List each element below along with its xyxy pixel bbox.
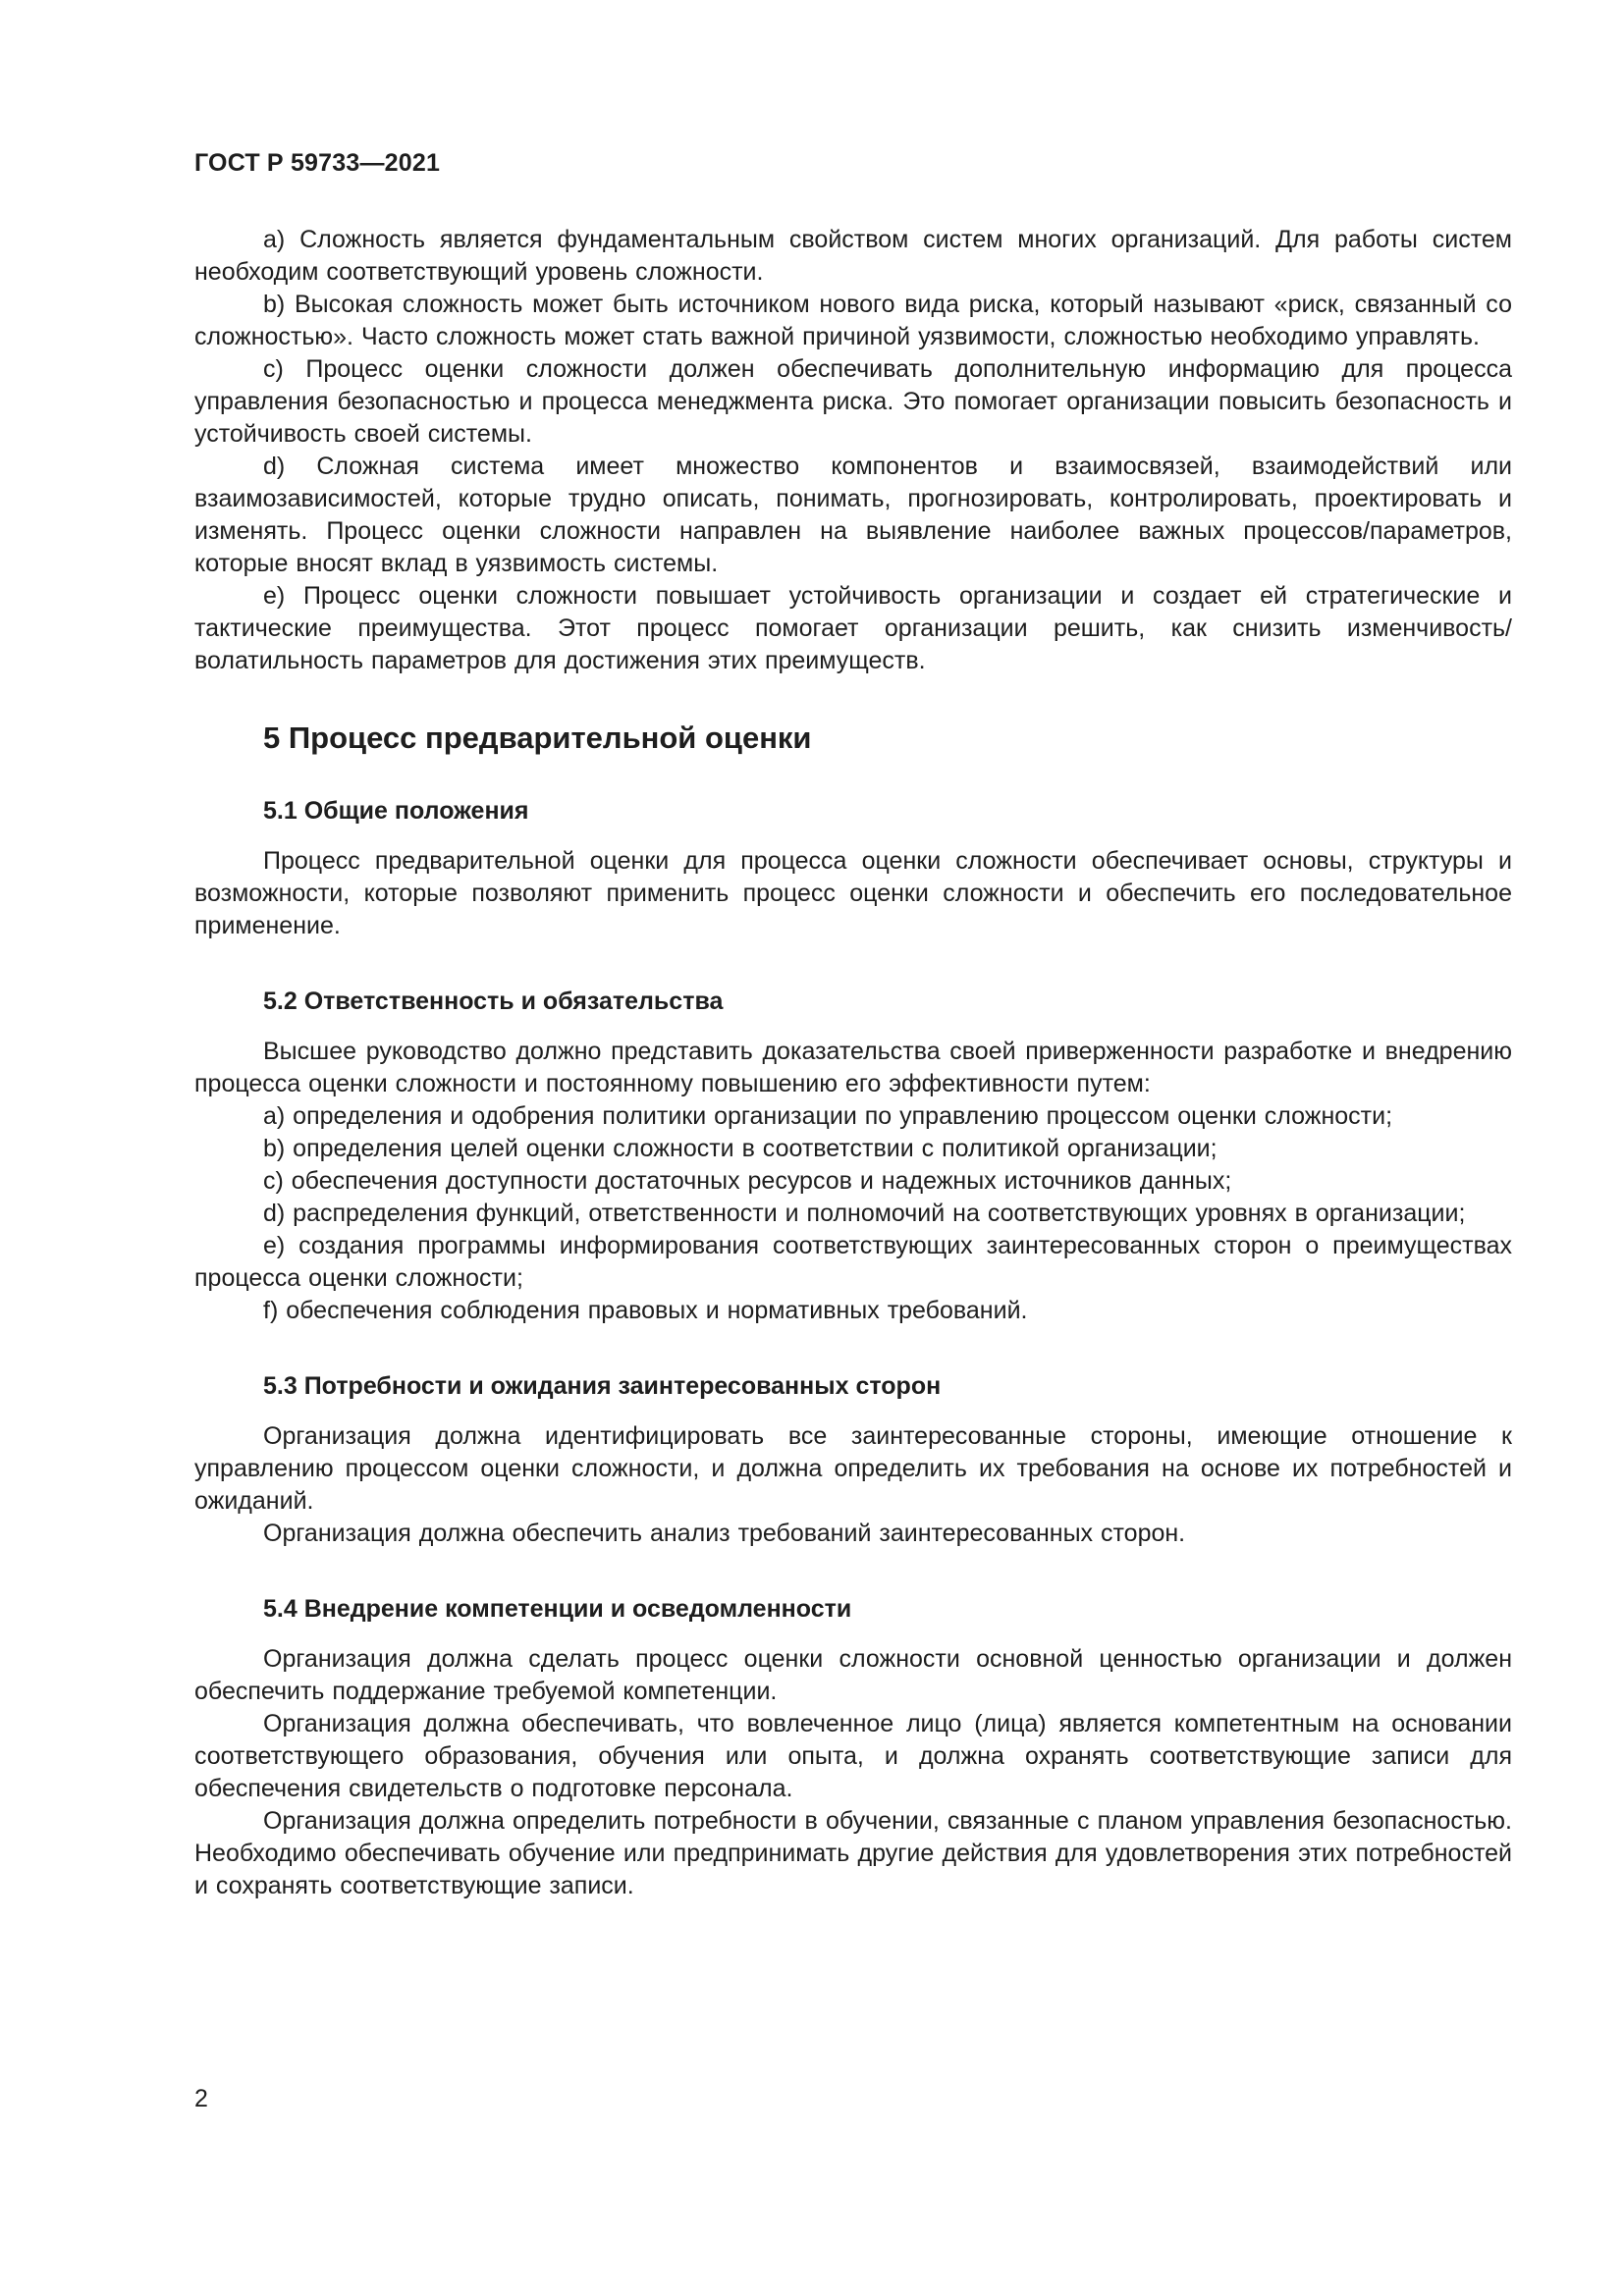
section-5-4-paragraph-1: Организация должна сделать процесс оценки сложности основной ценностью организации и должен обеспечить поддержание требуемой компетенции.	[194, 1645, 1512, 1705]
section-5-3-paragraph-1: Организация должна идентифицировать все заинтересованные стороны, имеющие отношение к управлению процессом оценки сложности, и должна определить их требования на основе их потребностей и ожиданий.	[194, 1422, 1512, 1515]
section-5-4-paragraph-2: Организация должна обеспечивать, что вовлеченное лицо (лица) является компетентным на основании соответствующего образования, обучения или опыта, и должна охранять соответствующие записи для обеспечения свидетельств о подготовке персонала.	[194, 1710, 1512, 1802]
intro-item-e: e) Процесс оценки сложности повышает устойчивость организации и создает ей стратегические и тактические преимущества. Этот процесс помогает организации решить, как снизить изменчивость/волатильность параметров для достижения этих преимуществ.	[194, 582, 1512, 674]
section-5-4-title: 5.4 Внедрение компетенции и осведомленности	[263, 1595, 852, 1623]
page-body	[194, 224, 1512, 1902]
section-5-1-title: 5.1 Общие положения	[263, 797, 529, 825]
intro-item-c: c) Процесс оценки сложности должен обеспечивать дополнительную информацию для процесса управления безопасностью и процесса менеджмента риска. Это помогает организации повысить безопасность и устойчивость своей системы.	[194, 355, 1512, 448]
section-5-1-paragraph: Процесс предварительной оценки для процесса оценки сложности обеспечивает основы, структуры и возможности, которые позволяют применить процесс оценки сложности и обеспечить его последовательное применение.	[194, 847, 1512, 939]
section-5-2-item-c: c) обеспечения доступности достаточных ресурсов и надежных источников данных;	[263, 1167, 1232, 1195]
page-number: 2	[194, 2085, 208, 2112]
section-5-2-item-d: d) распределения функций, ответственности и полномочий на соответствующих уровнях в организации;	[263, 1200, 1466, 1227]
section-5-3-title: 5.3 Потребности и ожидания заинтересованных сторон	[263, 1372, 942, 1400]
document-code-header: ГОСТ Р 59733—2021	[194, 149, 441, 177]
intro-item-d: d) Сложная система имеет множество компонентов и взаимосвязей, взаимодействий или взаимозависимостей, которые трудно описать, понимать, прогнозировать, контролировать, проектировать и изменять. Процесс оценки сложности направлен на выявление наиболее важных процессов/параметров, которые вносят вклад в уязвимость системы.	[194, 453, 1512, 577]
intro-item-b: b) Высокая сложность может быть источником нового вида риска, который называют «риск, связанный со сложностью». Часто сложность может стать важной причиной уязвимости, сложностью необходимо управлять.	[194, 291, 1512, 350]
intro-item-a: а) Сложность является фундаментальным свойством систем многих организаций. Для работы систем необходим соответствующий уровень сложности.	[194, 226, 1512, 286]
section-5-title: 5 Процесс предварительной оценки	[263, 721, 812, 755]
section-5-2-item-e: e) создания программы информирования соответствующих заинтересованных сторон о преимуществах процесса оценки сложности;	[194, 1232, 1512, 1292]
section-5-2-paragraph: Высшее руководство должно представить доказательства своей приверженности разработке и внедрению процесса оценки сложности и постоянному повышению его эффективности путем:	[194, 1038, 1512, 1097]
section-5-4-paragraph-3: Организация должна определить потребности в обучении, связанные с планом управления безопасностью. Необходимо обеспечивать обучение или предпринимать другие действия для удовлетворения этих потребностей и сохранять соответствующие записи.	[194, 1807, 1512, 1899]
section-5-2-item-b: b) определения целей оценки сложности в соответствии с политикой организации;	[263, 1135, 1218, 1162]
section-5-2-item-a: a) определения и одобрения политики организации по управлению процессом оценки сложности;	[263, 1102, 1393, 1130]
section-5-2-title: 5.2 Ответственность и обязательства	[263, 988, 724, 1015]
section-5-3-paragraph-2: Организация должна обеспечить анализ требований заинтересованных сторон.	[263, 1520, 1186, 1547]
section-5-2-item-f: f) обеспечения соблюдения правовых и нормативных требований.	[263, 1297, 1028, 1324]
